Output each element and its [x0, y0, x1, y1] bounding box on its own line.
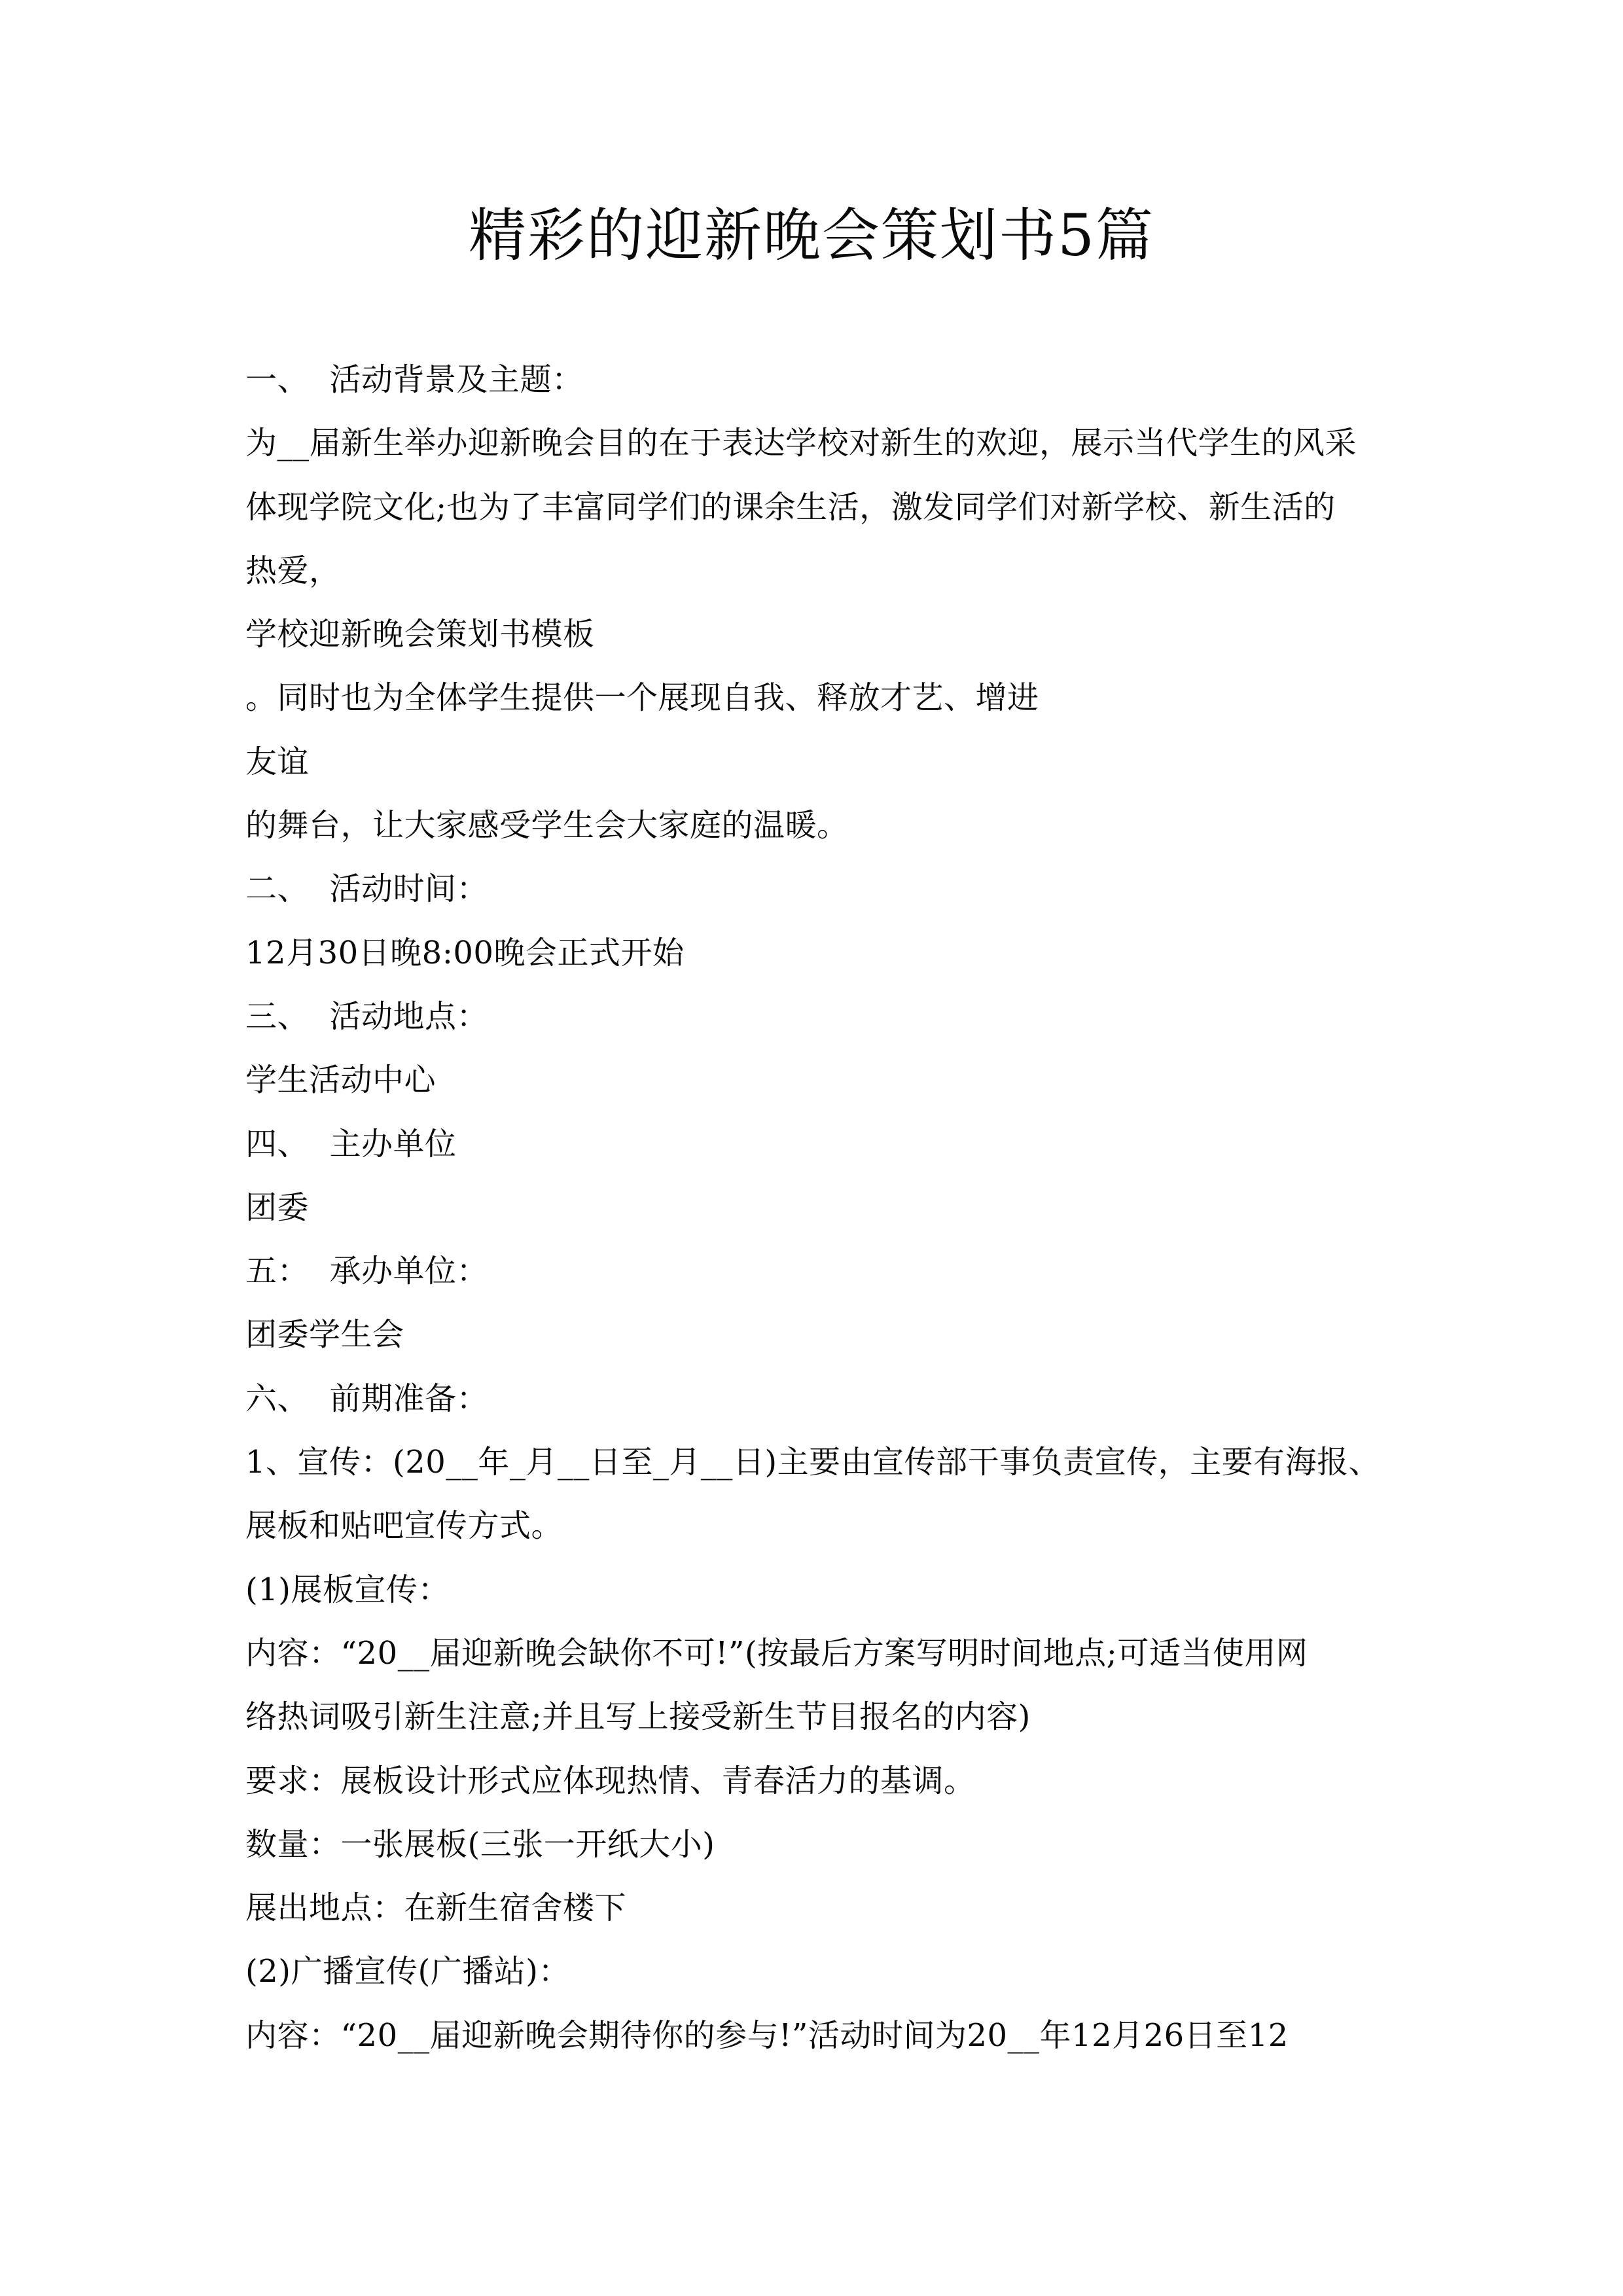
- paragraph-line: 学校迎新晚会策划书模板: [245, 616, 595, 653]
- paragraph-line: 。同时也为全体学生提供一个展现自我、释放才艺、增进: [245, 679, 1039, 717]
- organizer: 团委: [245, 1189, 310, 1226]
- document-title: 精彩的迎新晚会策划书5篇: [469, 202, 1154, 269]
- paragraph-line: 要求：展板设计形式应体现热情、青春活力的基调。: [245, 1762, 976, 1799]
- paragraph-line: 内容：“20__届迎新晚会缺你不可!”(按最后方案写明时间地点;可适当使用网: [245, 1634, 1308, 1672]
- subheading-board-promotion: (1)展板宣传：: [245, 1571, 450, 1608]
- section-heading-time: 二、 活动时间：: [245, 870, 489, 908]
- event-location: 学生活动中心: [245, 1062, 437, 1099]
- section-heading-organizer: 四、 主办单位: [245, 1125, 457, 1162]
- section-heading-location: 三、 活动地点：: [245, 997, 489, 1035]
- paragraph-line: 数量：一张展板(三张一开纸大小): [245, 1825, 715, 1863]
- paragraph-line: 为__届新生举办迎新晚会目的在于表达学校对新生的欢迎，展示当代学生的风采: [245, 425, 1357, 462]
- event-time: 12月30日晚8:00晚会正式开始: [245, 934, 685, 971]
- paragraph-line: 络热词吸引新生注意;并且写上接受新生节目报名的内容): [245, 1698, 1031, 1736]
- document-body: [245, 348, 1410, 2068]
- paragraph-line: 体现学院文化;也为了丰富同学们的课余生活，激发同学们对新学校、新生活的: [245, 488, 1336, 526]
- section-heading-co-organizer: 五： 承办单位：: [245, 1253, 489, 1290]
- section-heading-preparation: 六、 前期准备：: [245, 1380, 489, 1417]
- paragraph-line: 展出地点：在新生宿舍楼下: [245, 1890, 627, 1927]
- co-organizer: 团委学生会: [245, 1316, 404, 1354]
- paragraph-line: 热爱，: [245, 552, 341, 589]
- paragraph-line: 的舞台，让大家感受学生会大家庭的温暖。: [245, 807, 849, 844]
- section-heading-background: 一、 活动背景及主题：: [245, 361, 584, 398]
- subheading-broadcast-promotion: (2)广播宣传(广播站)：: [245, 1953, 570, 1990]
- paragraph-line: 展板和贴吧宣传方式。: [245, 1507, 563, 1545]
- paragraph-line: 内容：“20__届迎新晚会期待你的参与!”活动时间为20__年12月26日至12: [245, 2017, 1289, 2054]
- paragraph-line: 友谊: [245, 743, 310, 780]
- paragraph-line: 1、宣传：(20__年_月__日至_月__日)主要由宣传部干事负责宣传，主要有海报、: [245, 1444, 1381, 1481]
